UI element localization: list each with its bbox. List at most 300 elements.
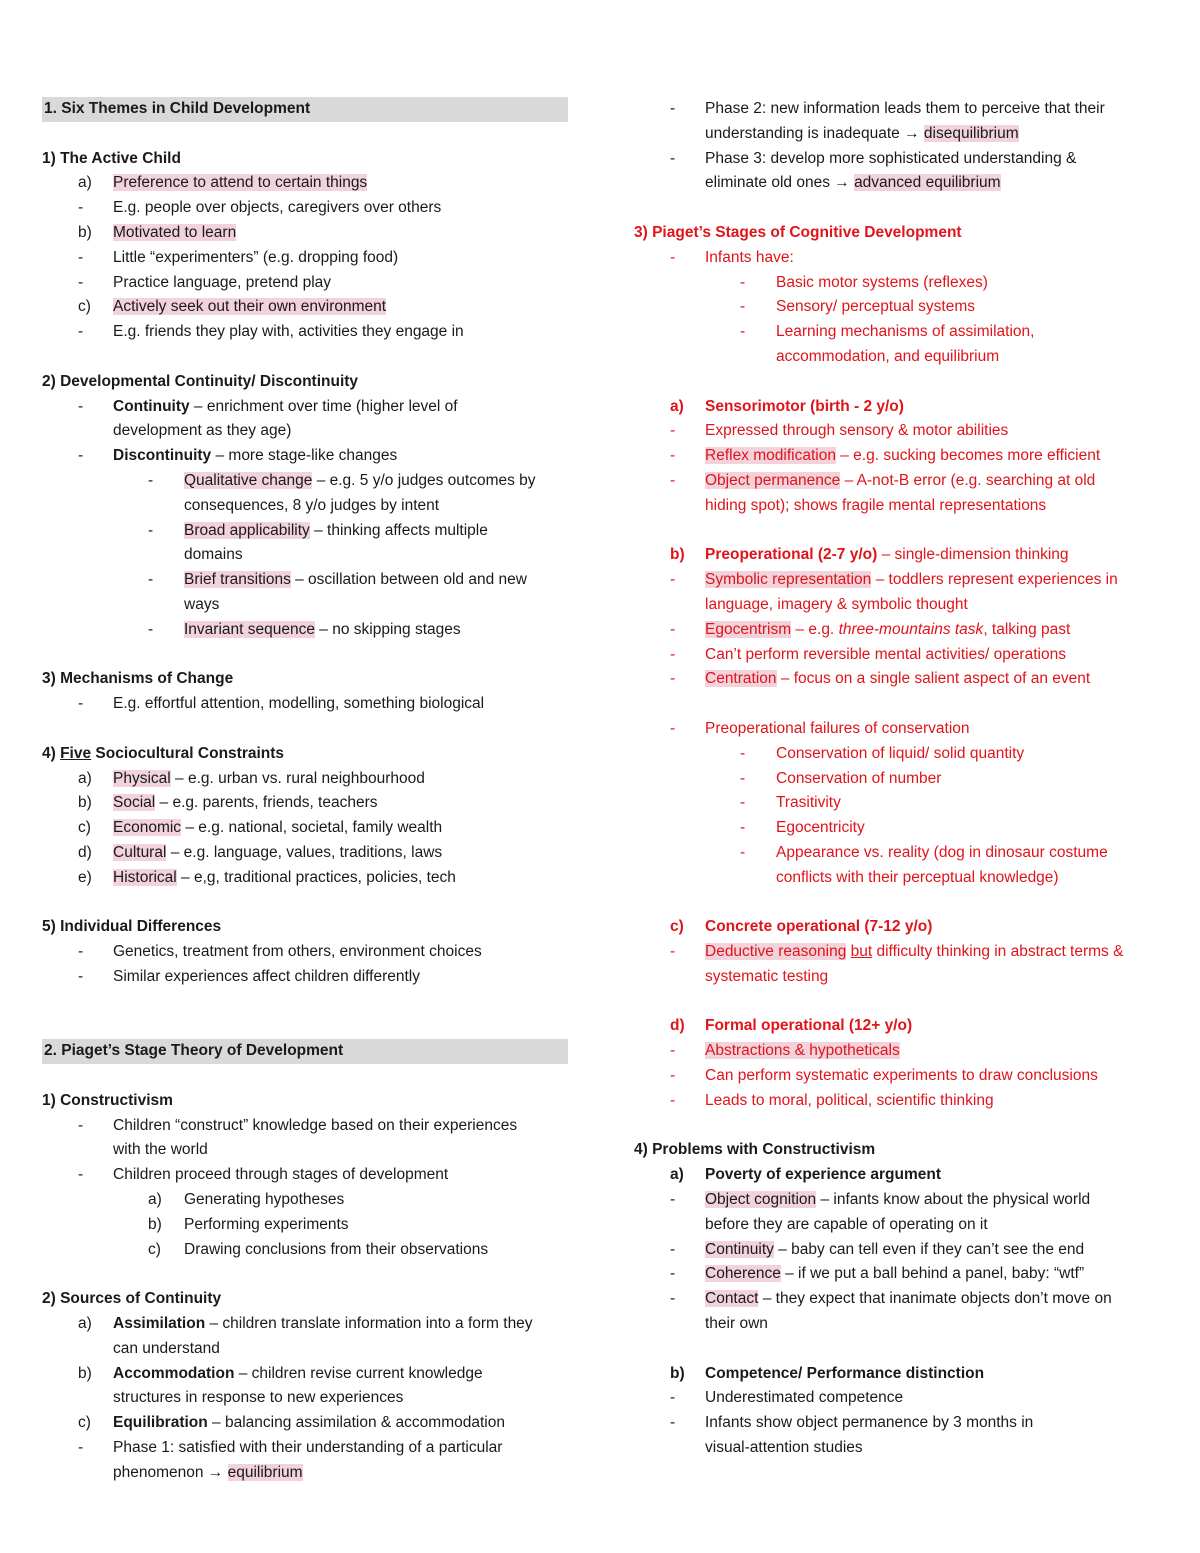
text-segment: Children “construct” knowledge based on their experiences [113, 1116, 518, 1134]
bullet-dash: - [740, 843, 746, 861]
list-marker: a) [670, 1166, 684, 1184]
section-heading: 2. Piaget’s Stage Theory of Development [42, 1039, 568, 1064]
text-segment: Generating hypotheses [184, 1191, 345, 1209]
text-segment: language, imagery & symbolic thought [705, 595, 968, 613]
line-text [113, 1114, 517, 1139]
note-line [634, 345, 1164, 370]
text-segment: Sensory/ perceptual systems [776, 298, 976, 316]
line-text [184, 494, 439, 519]
text-segment: – enrichment over time (higher level of [189, 397, 458, 415]
left-column [42, 97, 566, 1486]
text-segment: – they expect that inanimate objects don’t move on [758, 1290, 1112, 1308]
highlighted-term: Coherence [705, 1265, 781, 1283]
highlighted-term: Object permanence [705, 471, 841, 489]
note-line [634, 494, 1164, 519]
line-text [705, 469, 1095, 494]
line-text [705, 1312, 768, 1337]
bullet-dash: - [148, 620, 154, 638]
line-text [184, 519, 488, 544]
line-text [705, 246, 794, 271]
bullet-dash: - [740, 744, 746, 762]
note-line [634, 1064, 1164, 1089]
note-line [634, 643, 1164, 668]
note-line [634, 171, 1164, 196]
bold-term: Continuity [113, 397, 190, 415]
line-text [113, 1461, 303, 1486]
note-line [634, 419, 1164, 444]
note-line [634, 866, 1164, 891]
blank-line [634, 370, 1164, 395]
subsection-heading: 1) The Active Child [42, 149, 181, 167]
highlighted-term: Object cognition [705, 1191, 817, 1209]
note-line [634, 1163, 1164, 1188]
bullet-dash: - [740, 769, 746, 787]
bullet-dash: - [740, 298, 746, 316]
bullet-dash: - [148, 521, 154, 539]
bullet-dash: - [78, 1439, 84, 1457]
text-segment: , talking past [983, 620, 1071, 638]
text-segment: – e.g. parents, friends, teachers [155, 794, 378, 812]
line-text [705, 494, 1046, 519]
text-segment: E.g. friends they play with, activities they engage in [113, 323, 464, 341]
note-line [42, 519, 566, 544]
text-segment: Drawing conclusions from their observations [184, 1240, 489, 1258]
line-text [776, 271, 988, 296]
line-text [705, 1089, 994, 1114]
text-segment: E.g. effortful attention, modelling, something biological [113, 695, 485, 713]
line-text [113, 1337, 220, 1362]
text-segment: ways [184, 595, 220, 613]
list-marker: a) [78, 769, 92, 787]
bullet-dash: - [670, 943, 676, 961]
bullet-dash: - [670, 571, 676, 589]
note-line [42, 543, 566, 568]
bold-term: Discontinuity [113, 447, 212, 465]
note-line [634, 1238, 1164, 1263]
note-line [634, 965, 1164, 990]
bold-term: Concrete operational (7-12 y/o) [705, 918, 933, 936]
bold-term: Five [60, 744, 92, 762]
line-text [113, 692, 484, 717]
note-line [634, 271, 1164, 296]
line-text [776, 295, 975, 320]
text-segment: eliminate old ones → [705, 174, 855, 192]
line-text [776, 841, 1108, 866]
bullet-dash: - [670, 422, 676, 440]
note-line [42, 1238, 566, 1263]
note-line [634, 1436, 1164, 1461]
bullet-dash: - [78, 273, 84, 291]
note-line [634, 593, 1164, 618]
note-line [634, 791, 1164, 816]
note-line [42, 1461, 566, 1486]
note-line [42, 494, 566, 519]
text-segment: – more stage-like changes [211, 447, 398, 465]
bold-term: Competence/ Performance distinction [705, 1364, 985, 1382]
note-line [634, 667, 1164, 692]
note-line [42, 469, 566, 494]
line-text [705, 667, 1090, 692]
bold-term: Accommodation [113, 1364, 235, 1382]
text-segment: – e.g. national, societal, family wealth [181, 819, 443, 837]
line-text [705, 1163, 941, 1188]
list-marker: b) [78, 223, 92, 241]
list-marker: b) [148, 1215, 162, 1233]
bullet-dash: - [670, 149, 676, 167]
highlighted-term: Reflex modification [705, 447, 836, 465]
bullet-dash: - [670, 620, 676, 638]
note-line [42, 742, 566, 767]
text-segment: Similar experiences affect children differently [113, 967, 420, 985]
line-text [113, 767, 425, 792]
subsection-heading: 1) Constructivism [42, 1091, 173, 1109]
highlighted-term: disequilibrium [923, 124, 1019, 142]
highlighted-term: Qualitative change [184, 471, 313, 489]
line-text [113, 841, 442, 866]
bullet-dash: - [670, 100, 676, 117]
line-text [705, 1362, 984, 1387]
note-line [42, 1386, 566, 1411]
list-marker: e) [78, 868, 92, 886]
text-segment: but [850, 943, 873, 961]
line-text [113, 395, 458, 420]
line-text [705, 940, 1123, 965]
list-marker: a) [78, 174, 92, 192]
line-text [113, 295, 386, 320]
note-line [634, 1089, 1164, 1114]
bullet-dash: - [670, 1389, 676, 1407]
note-line [634, 543, 1164, 568]
text-segment: – children translate information into a form they [205, 1315, 533, 1333]
line-text [776, 320, 1034, 345]
text-segment: before they are capable of operating on it [705, 1215, 988, 1233]
text-segment: development as they age) [113, 422, 292, 440]
note-line [634, 915, 1164, 940]
note-line [634, 1213, 1164, 1238]
line-text [776, 791, 841, 816]
note-line [634, 97, 1164, 122]
blank-line [634, 1337, 1164, 1362]
subsection-heading: 5) Individual Differences [42, 918, 222, 936]
line-text [705, 444, 1100, 469]
text-segment: their own [705, 1315, 768, 1333]
note-line [42, 171, 566, 196]
line-text [113, 866, 456, 891]
highlighted-term: Preference to attend to certain things [113, 174, 368, 192]
bullet-dash: - [670, 1290, 676, 1308]
text-segment: structures in response to new experiences [113, 1389, 404, 1407]
line-text [705, 1287, 1112, 1312]
bullet-dash: - [670, 1091, 676, 1109]
right-column [634, 97, 1164, 1461]
text-segment: Preoperational failures of conservation [705, 719, 970, 737]
bullet-dash: - [78, 447, 84, 465]
note-line [634, 295, 1164, 320]
blank-line [42, 1262, 566, 1287]
bullet-dash: - [670, 1067, 676, 1085]
text-segment: consequences, 8 y/o judges by intent [184, 496, 440, 514]
bullet-dash: - [78, 943, 84, 961]
list-marker: d) [670, 1017, 685, 1035]
note-line [634, 717, 1164, 742]
line-text [705, 568, 1118, 593]
note-line [42, 841, 566, 866]
highlighted-term: advanced equilibrium [854, 174, 1001, 192]
bullet-dash: - [670, 670, 676, 688]
note-line [634, 1411, 1164, 1436]
bold-term: Equilibration [113, 1414, 208, 1432]
note-line [634, 320, 1164, 345]
list-marker: b) [670, 546, 685, 564]
text-segment: Conservation of liquid/ solid quantity [776, 744, 1025, 762]
highlighted-term: Economic [113, 819, 182, 837]
text-segment: three-mountains task [838, 620, 984, 638]
line-text [705, 1238, 1084, 1263]
blank-line [42, 122, 566, 147]
line-text [184, 469, 536, 494]
note-line [42, 1163, 566, 1188]
list-marker: d) [78, 843, 92, 861]
line-text [184, 1238, 488, 1263]
highlighted-term: Deductive reasoning [705, 943, 847, 961]
note-line [42, 1337, 566, 1362]
line-text [113, 1138, 208, 1163]
note-line [634, 395, 1164, 420]
blank-line [42, 1014, 566, 1039]
line-text [113, 1362, 483, 1387]
note-line [42, 767, 566, 792]
text-segment: – toddlers represent experiences in [871, 571, 1118, 589]
note-line [42, 1362, 566, 1387]
text-segment: Basic motor systems (reflexes) [776, 273, 988, 291]
line-text [705, 1411, 1033, 1436]
highlighted-term: Social [113, 794, 156, 812]
text-segment: – A-not-B error (e.g. searching at old [840, 471, 1096, 489]
list-marker: b) [78, 1364, 92, 1382]
note-line [42, 1213, 566, 1238]
text-segment: E.g. people over objects, caregivers over others [113, 199, 442, 217]
bold-term: 4) [42, 744, 61, 762]
line-text [113, 965, 420, 990]
text-segment: Infants have: [705, 248, 794, 266]
line-text [705, 395, 904, 420]
bullet-dash: - [78, 199, 84, 217]
line-text [705, 1213, 988, 1238]
line-text [113, 1436, 502, 1461]
note-line [634, 1287, 1164, 1312]
note-line [634, 841, 1164, 866]
line-text [705, 1436, 863, 1461]
line-text [705, 543, 1069, 568]
subsection-heading: 4) Problems with Constructivism [634, 1141, 876, 1159]
note-line [42, 618, 566, 643]
line-text [705, 1039, 900, 1064]
line-text [113, 1163, 448, 1188]
bullet-dash: - [670, 1240, 676, 1258]
blank-line [634, 196, 1164, 221]
line-text [184, 1213, 349, 1238]
note-line [634, 1262, 1164, 1287]
list-marker: b) [670, 1364, 685, 1382]
text-segment: – thinking affects multiple [309, 521, 488, 539]
text-segment: Learning mechanisms of assimilation, [776, 323, 1035, 341]
line-text [184, 568, 527, 593]
highlighted-term: Physical [113, 769, 171, 787]
note-line [42, 246, 566, 271]
line-text [705, 147, 1076, 172]
subsection-heading: 3) Piaget’s Stages of Cognitive Development [634, 223, 962, 241]
note-line [634, 1014, 1164, 1039]
blank-line [634, 1114, 1164, 1139]
blank-line [634, 891, 1164, 916]
text-segment: with the world [113, 1141, 208, 1159]
highlighted-term: Motivated to learn [113, 223, 237, 241]
blank-line [42, 717, 566, 742]
line-text [42, 742, 284, 767]
text-segment: – e.g. 5 y/o judges outcomes by [312, 471, 536, 489]
section-heading: 1. Six Themes in Child Development [42, 97, 568, 122]
text-segment: Practice language, pretend play [113, 273, 332, 291]
line-text [705, 97, 1105, 122]
subsection-heading: 2) Sources of Continuity [42, 1290, 222, 1308]
line-text [184, 618, 461, 643]
bullet-dash: - [740, 794, 746, 812]
line-text [705, 1262, 1084, 1287]
subsection-heading: 3) Mechanisms of Change [42, 670, 234, 688]
text-segment: – e.g. urban vs. rural neighbourhood [170, 769, 425, 787]
note-line [42, 1138, 566, 1163]
highlighted-term: Historical [113, 868, 177, 886]
bold-term: Formal operational (12+ y/o) [705, 1017, 913, 1035]
line-text [113, 1386, 403, 1411]
line-text [113, 1312, 533, 1337]
line-text [113, 221, 236, 246]
line-text [113, 320, 464, 345]
text-segment: – focus on a single salient aspect of an event [776, 670, 1091, 688]
list-marker: b) [78, 794, 92, 812]
text-segment: Can perform systematic experiments to draw conclusions [705, 1067, 1098, 1085]
note-line [42, 444, 566, 469]
text-segment: – e,g, traditional practices, policies, tech [176, 868, 456, 886]
note-line [42, 1436, 566, 1461]
line-text [184, 1188, 344, 1213]
note-line [42, 196, 566, 221]
highlighted-term: Brief transitions [184, 571, 291, 589]
text-segment: – oscillation between old and new [290, 571, 527, 589]
note-line [634, 444, 1164, 469]
highlighted-term: Egocentrism [705, 620, 792, 638]
line-text [776, 345, 999, 370]
line-text [113, 419, 291, 444]
note-line [634, 742, 1164, 767]
line-text [705, 1386, 903, 1411]
line-text [705, 1064, 1098, 1089]
text-segment: – children revise current knowledge [234, 1364, 483, 1382]
line-text [113, 816, 442, 841]
text-segment: – e.g. sucking becomes more efficient [835, 447, 1101, 465]
bullet-dash: - [148, 571, 154, 589]
note-line [42, 791, 566, 816]
note-line [634, 767, 1164, 792]
text-segment: Little “experimenters” (e.g. dropping food) [113, 248, 399, 266]
list-marker: c) [148, 1240, 161, 1258]
note-line [634, 122, 1164, 147]
note-line [42, 866, 566, 891]
note-line [42, 593, 566, 618]
text-segment: Infants show object permanence by 3 months in [705, 1414, 1034, 1432]
list-marker: a) [670, 397, 684, 415]
bullet-dash: - [78, 1166, 84, 1184]
line-text [113, 246, 398, 271]
note-line [634, 1039, 1164, 1064]
note-line [634, 568, 1164, 593]
note-line [634, 1362, 1164, 1387]
text-segment: Leads to moral, political, scientific thinking [705, 1091, 994, 1109]
text-segment: – balancing assimilation & accommodation [207, 1414, 505, 1432]
blank-line [634, 692, 1164, 717]
bullet-dash: - [670, 1414, 676, 1432]
note-line [42, 1411, 566, 1436]
highlighted-term: Invariant sequence [184, 620, 315, 638]
text-segment: Phase 3: develop more sophisticated understanding & [705, 149, 1077, 167]
blank-line [42, 345, 566, 370]
bold-term: Sensorimotor (birth - 2 y/o) [705, 397, 904, 415]
text-segment: Appearance vs. reality (dog in dinosaur costume [776, 843, 1108, 861]
note-line [42, 568, 566, 593]
note-line [42, 940, 566, 965]
highlighted-term: Cultural [113, 843, 167, 861]
line-text [184, 593, 219, 618]
text-segment: Performing experiments [184, 1215, 349, 1233]
blank-line [42, 1064, 566, 1089]
bullet-dash: - [78, 695, 84, 713]
line-text [705, 643, 1066, 668]
highlighted-term: equilibrium [227, 1463, 303, 1481]
line-text [113, 791, 378, 816]
text-segment: Conservation of number [776, 769, 942, 787]
bullet-dash: - [78, 397, 84, 415]
text-segment: Can’t perform reversible mental activities/ operations [705, 645, 1066, 663]
text-segment: phenomenon → [113, 1463, 228, 1481]
note-line [42, 419, 566, 444]
note-line [42, 965, 566, 990]
note-line [634, 1312, 1164, 1337]
text-segment: Phase 1: satisfied with their understanding of a particular [113, 1439, 503, 1457]
note-line [634, 246, 1164, 271]
bullet-dash: - [740, 323, 746, 341]
line-text [705, 171, 1001, 196]
bullet-dash: - [78, 1116, 84, 1134]
bullet-dash: - [670, 1265, 676, 1283]
bullet-dash: - [670, 447, 676, 465]
line-text [113, 271, 331, 296]
line-text [184, 543, 243, 568]
text-segment: accommodation, and equilibrium [776, 347, 1000, 365]
note-line [42, 395, 566, 420]
highlighted-term: Actively seek out their own environment [113, 298, 387, 316]
text-segment: Trasitivity [776, 794, 841, 812]
note-line [42, 1114, 566, 1139]
note-line [634, 1188, 1164, 1213]
note-line [42, 816, 566, 841]
note-line [42, 221, 566, 246]
line-text [113, 444, 397, 469]
blank-line [634, 519, 1164, 544]
text-segment: – infants know about the physical world [816, 1191, 1091, 1209]
text-segment: Underestimated competence [705, 1389, 904, 1407]
note-line [42, 1188, 566, 1213]
text-segment: – single-dimension thinking [877, 546, 1069, 564]
